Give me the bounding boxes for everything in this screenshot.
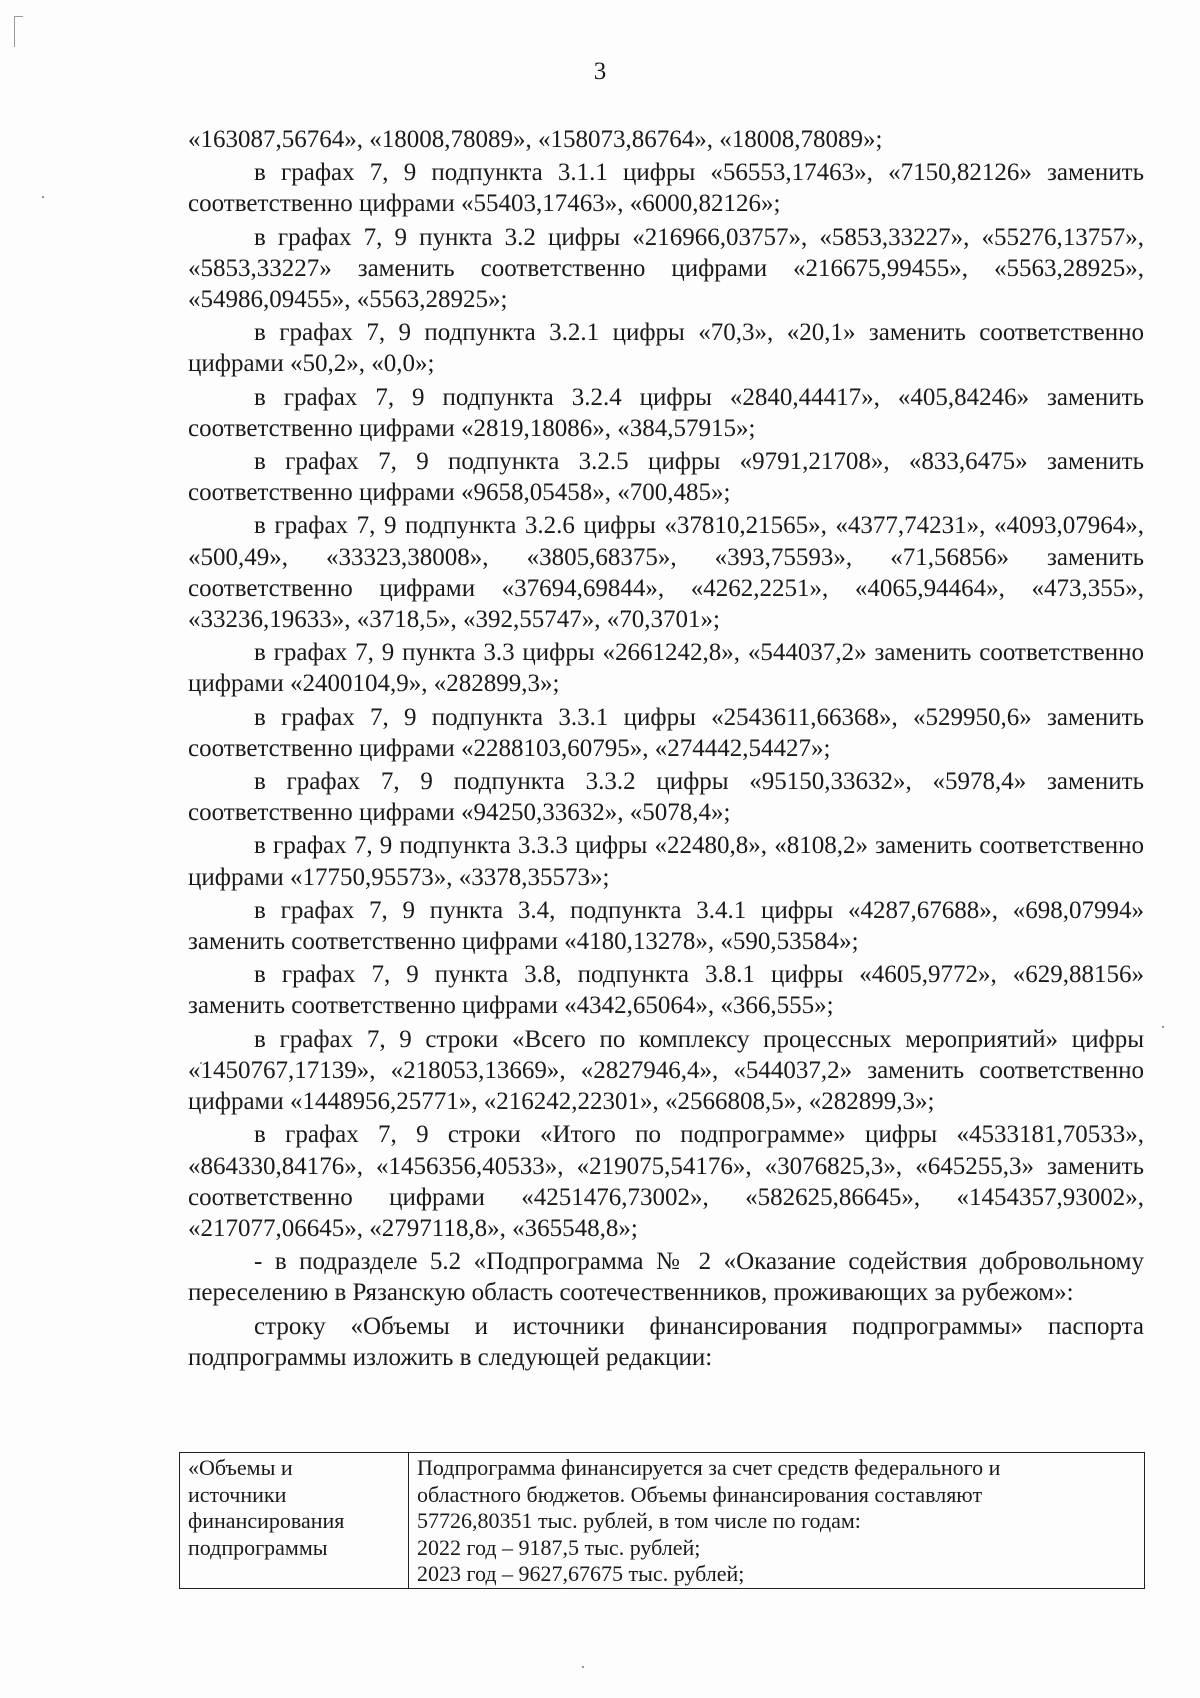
scan-corner-mark bbox=[14, 16, 23, 47]
paragraph-subsection-5-2: - в подразделе 5.2 «Подпрограмма № 2 «Оказание содействия добровольному переселению в Рязанскую область соотечественников, проживающих за рубежом»: bbox=[188, 1248, 1144, 1307]
table-label-cell bbox=[180, 1453, 409, 1589]
table-label-line: источники bbox=[188, 1481, 287, 1507]
paragraph-subitem-3-2-1: в графах 7, 9 подпункта 3.2.1 цифры «70,3», «20,1» заменить соответственно цифрами «50,2», «0,0»; bbox=[188, 319, 1144, 378]
table-label-line: финансирования bbox=[188, 1508, 345, 1533]
table-content-line: областного бюджетов. Объемы финансирования составляют bbox=[417, 1481, 983, 1507]
paragraph-subitem-3-2-4: в графах 7, 9 подпункта 3.2.4 цифры «2840,44417», «405,84246» заменить соответственно цифрами «2819,18086», «384,57915»; bbox=[188, 383, 1144, 442]
table-content-line: 2023 год – 9627,67675 тыс. рублей; bbox=[417, 1561, 745, 1586]
scan-speck bbox=[42, 196, 44, 198]
paragraph-total-subprogram: в графах 7, 9 строки «Итого по подпрограмме» цифры «4533181,70533», «864330,84176», «1456356,40533», «219075,54176», «3076825,3», «645255,3» заменить соответственно цифрами «4251476,73002», «582625,86645», «1454357,93002», «217077,06645», «2797118,8», «365548,8»; bbox=[188, 1121, 1144, 1242]
paragraph-subitem-3-1-1: в графах 7, 9 подпункта 3.1.1 цифры «56553,17463», «7150,82126» заменить соответственно цифрами «55403,17463», «6000,82126»; bbox=[188, 159, 1144, 218]
financing-table bbox=[179, 1452, 1145, 1589]
paragraph-subitem-3-3-2: в графах 7, 9 подпункта 3.3.2 цифры «95150,33632», «5978,4» заменить соответственно цифрами «94250,33632», «5078,4»; bbox=[188, 768, 1144, 827]
paragraph-total-complex: в графах 7, 9 строки «Всего по комплексу процессных мероприятий» цифры «1450767,17139», «218053,13669», «2827946,4», «544037,2» заменить соответственно цифрами «1448956,25771», «216242,22301», «2566808,5», «282899,3»; bbox=[188, 1025, 1144, 1116]
paragraph-item-3-2: в графах 7, 9 пункта 3.2 цифры «216966,03757», «5853,33227», «55276,13757», «5853,33227» заменить соответственно цифрами «216675,99455», «5563,28925», «54986,09455», «5563,28925»; bbox=[188, 223, 1144, 314]
table-content-line: Подпрограмма финансируется за счет средств федерального и bbox=[417, 1455, 1001, 1480]
table-label-line: «Объемы и bbox=[188, 1455, 293, 1480]
page-number: 3 bbox=[593, 58, 607, 85]
paragraph-subitem-3-3-1: в графах 7, 9 подпункта 3.3.1 цифры «2543611,66368», «529950,6» заменить соответственно цифрами «2288103,60795», «274442,54427»; bbox=[188, 703, 1144, 762]
scan-speck bbox=[1162, 1026, 1164, 1028]
table-content-line: 2022 год – 9187,5 тыс. рублей; bbox=[417, 1534, 701, 1560]
table-label-line: подпрограммы bbox=[188, 1534, 328, 1560]
table-content-cell bbox=[409, 1453, 1145, 1589]
paragraph-item-3-3: в графах 7, 9 пункта 3.3 цифры «2661242,8», «544037,2» заменить соответственно цифрами «2400104,9», «282899,3»; bbox=[188, 639, 1144, 698]
paragraph-continuation: «163087,56764», «18008,78089», «158073,86764», «18008,78089»; bbox=[188, 126, 883, 153]
paragraph-subitem-3-3-3: в графах 7, 9 подпункта 3.3.3 цифры «22480,8», «8108,2» заменить соответственно цифрами «17750,95573», «3378,35573»; bbox=[188, 832, 1144, 891]
table-row bbox=[180, 1453, 1145, 1589]
table-content-line: 57726,80351 тыс. рублей, в том числе по годам: bbox=[417, 1508, 861, 1533]
paragraph-subitem-3-2-6: в графах 7, 9 подпункта 3.2.6 цифры «37810,21565», «4377,74231», «4093,07964», «500,49», «33323,38008», «3805,68375», «393,75593», «71,56856» заменить соответственно цифрами «37694,69844», «4262,2251», «4065,94464», «473,355», «33236,19633», «3718,5», «392,55747», «70,3701»; bbox=[188, 512, 1144, 634]
document-body bbox=[188, 124, 1144, 1375]
paragraph-passport-row: строку «Объемы и источники финансирования подпрограммы» паспорта подпрограммы изложить в следующей редакции: bbox=[188, 1312, 1144, 1371]
paragraph-item-3-4: в графах 7, 9 пункта 3.4, подпункта 3.4.1 цифры «4287,67688», «698,07994» заменить соответственно цифрами «4180,13278», «590,53584»; bbox=[188, 896, 1144, 956]
paragraph-subitem-3-2-5: в графах 7, 9 подпункта 3.2.5 цифры «9791,21708», «833,6475» заменить соответственно цифрами «9658,05458», «700,485»; bbox=[188, 448, 1144, 507]
scan-speck bbox=[582, 1666, 584, 1668]
paragraph-item-3-8: в графах 7, 9 пункта 3.8, подпункта 3.8.1 цифры «4605,9772», «629,88156» заменить соответственно цифрами «4342,65064», «366,555»; bbox=[188, 961, 1144, 1020]
